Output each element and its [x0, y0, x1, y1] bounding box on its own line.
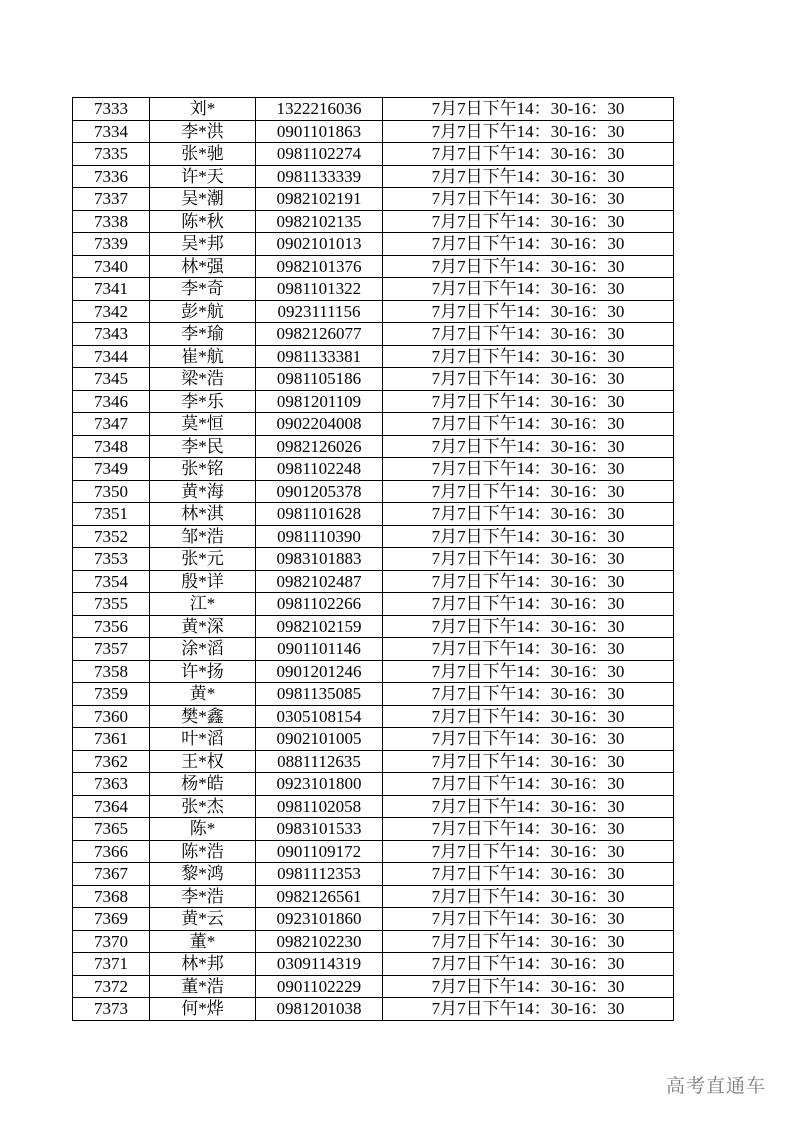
name-cell: 董*浩 — [150, 975, 256, 998]
id-cell: 0901101146 — [256, 638, 383, 661]
time-cell: 7月7日下午14：30-16：30 — [383, 188, 674, 211]
name-cell: 刘* — [150, 98, 256, 121]
time-cell: 7月7日下午14：30-16：30 — [383, 210, 674, 233]
id-cell: 0881112635 — [256, 750, 383, 773]
time-cell: 7月7日下午14：30-16：30 — [383, 975, 674, 998]
table-row — [73, 975, 674, 998]
time-cell: 7月7日下午14：30-16：30 — [383, 345, 674, 368]
name-cell: 张*驰 — [150, 143, 256, 166]
name-cell: 邹*浩 — [150, 525, 256, 548]
time-cell: 7月7日下午14：30-16：30 — [383, 885, 674, 908]
time-cell: 7月7日下午14：30-16：30 — [383, 143, 674, 166]
table-row — [73, 795, 674, 818]
table-row — [73, 683, 674, 706]
table-row — [73, 705, 674, 728]
seq-cell: 7353 — [73, 548, 150, 571]
seq-cell: 7338 — [73, 210, 150, 233]
id-cell: 0981102058 — [256, 795, 383, 818]
id-cell: 0981201109 — [256, 390, 383, 413]
table-row — [73, 638, 674, 661]
table-row — [73, 390, 674, 413]
name-cell: 陈* — [150, 818, 256, 841]
time-cell: 7月7日下午14：30-16：30 — [383, 480, 674, 503]
name-cell: 张*铭 — [150, 458, 256, 481]
time-cell: 7月7日下午14：30-16：30 — [383, 998, 674, 1021]
name-cell: 黄*海 — [150, 480, 256, 503]
table-row — [73, 615, 674, 638]
seq-cell: 7371 — [73, 953, 150, 976]
table-row — [73, 908, 674, 931]
time-cell: 7月7日下午14：30-16：30 — [383, 840, 674, 863]
time-cell: 7月7日下午14：30-16：30 — [383, 548, 674, 571]
seq-cell: 7362 — [73, 750, 150, 773]
table-row — [73, 458, 674, 481]
id-cell: 0981201038 — [256, 998, 383, 1021]
table-row — [73, 210, 674, 233]
name-cell: 李*民 — [150, 435, 256, 458]
seq-cell: 7365 — [73, 818, 150, 841]
id-cell: 1322216036 — [256, 98, 383, 121]
table-row — [73, 570, 674, 593]
seq-cell: 7361 — [73, 728, 150, 751]
id-cell: 0901109172 — [256, 840, 383, 863]
name-cell: 莫*恒 — [150, 413, 256, 436]
table-row — [73, 840, 674, 863]
name-cell: 叶*滔 — [150, 728, 256, 751]
seq-cell: 7369 — [73, 908, 150, 931]
id-cell: 0902101013 — [256, 233, 383, 256]
name-cell: 董* — [150, 930, 256, 953]
table-row — [73, 660, 674, 683]
seq-cell: 7335 — [73, 143, 150, 166]
seq-cell: 7345 — [73, 368, 150, 391]
name-cell: 梁*浩 — [150, 368, 256, 391]
time-cell: 7月7日下午14：30-16：30 — [383, 458, 674, 481]
id-cell: 0981110390 — [256, 525, 383, 548]
seq-cell: 7359 — [73, 683, 150, 706]
time-cell: 7月7日下午14：30-16：30 — [383, 300, 674, 323]
table-row — [73, 255, 674, 278]
table-row — [73, 728, 674, 751]
seq-cell: 7339 — [73, 233, 150, 256]
time-cell: 7月7日下午14：30-16：30 — [383, 323, 674, 346]
name-cell: 杨*皓 — [150, 773, 256, 796]
table-row — [73, 885, 674, 908]
id-cell: 0902101005 — [256, 728, 383, 751]
time-cell: 7月7日下午14：30-16：30 — [383, 368, 674, 391]
table-row — [73, 120, 674, 143]
seq-cell: 7350 — [73, 480, 150, 503]
table-row — [73, 525, 674, 548]
seq-cell: 7370 — [73, 930, 150, 953]
time-cell: 7月7日下午14：30-16：30 — [383, 98, 674, 121]
time-cell: 7月7日下午14：30-16：30 — [383, 660, 674, 683]
table-row — [73, 593, 674, 616]
table-row — [73, 278, 674, 301]
table-row — [73, 323, 674, 346]
time-cell: 7月7日下午14：30-16：30 — [383, 278, 674, 301]
name-cell: 王*权 — [150, 750, 256, 773]
time-cell: 7月7日下午14：30-16：30 — [383, 795, 674, 818]
table-row — [73, 863, 674, 886]
name-cell: 张*元 — [150, 548, 256, 571]
table-row — [73, 98, 674, 121]
id-cell: 0981135085 — [256, 683, 383, 706]
time-cell: 7月7日下午14：30-16：30 — [383, 615, 674, 638]
time-cell: 7月7日下午14：30-16：30 — [383, 750, 674, 773]
id-cell: 0901205378 — [256, 480, 383, 503]
table-row — [73, 165, 674, 188]
seq-cell: 7342 — [73, 300, 150, 323]
time-cell: 7月7日下午14：30-16：30 — [383, 120, 674, 143]
id-cell: 0982102135 — [256, 210, 383, 233]
time-cell: 7月7日下午14：30-16：30 — [383, 525, 674, 548]
table-row — [73, 368, 674, 391]
time-cell: 7月7日下午14：30-16：30 — [383, 818, 674, 841]
id-cell: 0981102266 — [256, 593, 383, 616]
seq-cell: 7366 — [73, 840, 150, 863]
seq-cell: 7364 — [73, 795, 150, 818]
table-row — [73, 998, 674, 1021]
time-cell: 7月7日下午14：30-16：30 — [383, 683, 674, 706]
seq-cell: 7372 — [73, 975, 150, 998]
seq-cell: 7367 — [73, 863, 150, 886]
name-cell: 林*邦 — [150, 953, 256, 976]
name-cell: 崔*航 — [150, 345, 256, 368]
table-row — [73, 953, 674, 976]
seq-cell: 7357 — [73, 638, 150, 661]
seq-cell: 7337 — [73, 188, 150, 211]
id-cell: 0983101533 — [256, 818, 383, 841]
seq-cell: 7333 — [73, 98, 150, 121]
seq-cell: 7340 — [73, 255, 150, 278]
name-cell: 陈*浩 — [150, 840, 256, 863]
name-cell: 许*扬 — [150, 660, 256, 683]
table-row — [73, 503, 674, 526]
id-cell: 0923111156 — [256, 300, 383, 323]
table-row — [73, 435, 674, 458]
id-cell: 0901101863 — [256, 120, 383, 143]
name-cell: 何*烨 — [150, 998, 256, 1021]
id-cell: 0305108154 — [256, 705, 383, 728]
id-cell: 0902204008 — [256, 413, 383, 436]
name-cell: 黄* — [150, 683, 256, 706]
time-cell: 7月7日下午14：30-16：30 — [383, 638, 674, 661]
seq-cell: 7368 — [73, 885, 150, 908]
id-cell: 0982101376 — [256, 255, 383, 278]
watermark-text: 高考直通车 — [665, 1075, 766, 1097]
id-cell: 0981102248 — [256, 458, 383, 481]
time-cell: 7月7日下午14：30-16：30 — [383, 570, 674, 593]
name-cell: 李*乐 — [150, 390, 256, 413]
id-cell: 0981101322 — [256, 278, 383, 301]
table-row — [73, 480, 674, 503]
seq-cell: 7354 — [73, 570, 150, 593]
id-cell: 0981101628 — [256, 503, 383, 526]
time-cell: 7月7日下午14：30-16：30 — [383, 863, 674, 886]
time-cell: 7月7日下午14：30-16：30 — [383, 728, 674, 751]
time-cell: 7月7日下午14：30-16：30 — [383, 930, 674, 953]
name-cell: 许*天 — [150, 165, 256, 188]
id-cell: 0309114319 — [256, 953, 383, 976]
id-cell: 0981133339 — [256, 165, 383, 188]
name-cell: 黄*深 — [150, 615, 256, 638]
seq-cell: 7349 — [73, 458, 150, 481]
name-cell: 李*奇 — [150, 278, 256, 301]
id-cell: 0923101860 — [256, 908, 383, 931]
time-cell: 7月7日下午14：30-16：30 — [383, 593, 674, 616]
name-cell: 陈*秋 — [150, 210, 256, 233]
seq-cell: 7373 — [73, 998, 150, 1021]
time-cell: 7月7日下午14：30-16：30 — [383, 908, 674, 931]
name-cell: 樊*鑫 — [150, 705, 256, 728]
id-cell: 0981133381 — [256, 345, 383, 368]
id-cell: 0982102487 — [256, 570, 383, 593]
id-cell: 0982102159 — [256, 615, 383, 638]
time-cell: 7月7日下午14：30-16：30 — [383, 773, 674, 796]
name-cell: 林*淇 — [150, 503, 256, 526]
id-cell: 0981105186 — [256, 368, 383, 391]
name-cell: 李*洪 — [150, 120, 256, 143]
time-cell: 7月7日下午14：30-16：30 — [383, 390, 674, 413]
id-cell: 0981112353 — [256, 863, 383, 886]
name-cell: 李*浩 — [150, 885, 256, 908]
id-cell: 0923101800 — [256, 773, 383, 796]
id-cell: 0982126026 — [256, 435, 383, 458]
seq-cell: 7363 — [73, 773, 150, 796]
id-cell: 0901102229 — [256, 975, 383, 998]
time-cell: 7月7日下午14：30-16：30 — [383, 705, 674, 728]
seq-cell: 7346 — [73, 390, 150, 413]
table-row — [73, 188, 674, 211]
seq-cell: 7356 — [73, 615, 150, 638]
seq-cell: 7347 — [73, 413, 150, 436]
table-row — [73, 930, 674, 953]
id-cell: 0982126561 — [256, 885, 383, 908]
seq-cell: 7344 — [73, 345, 150, 368]
table-row — [73, 413, 674, 436]
name-cell: 张*杰 — [150, 795, 256, 818]
time-cell: 7月7日下午14：30-16：30 — [383, 503, 674, 526]
name-cell: 彭*航 — [150, 300, 256, 323]
seq-cell: 7334 — [73, 120, 150, 143]
name-cell: 江* — [150, 593, 256, 616]
time-cell: 7月7日下午14：30-16：30 — [383, 435, 674, 458]
table-row — [73, 773, 674, 796]
name-cell: 黎*鸿 — [150, 863, 256, 886]
id-cell: 0982102191 — [256, 188, 383, 211]
seq-cell: 7352 — [73, 525, 150, 548]
name-cell: 吴*潮 — [150, 188, 256, 211]
table-row — [73, 750, 674, 773]
seq-cell: 7341 — [73, 278, 150, 301]
id-cell: 0982126077 — [256, 323, 383, 346]
seq-cell: 7348 — [73, 435, 150, 458]
time-cell: 7月7日下午14：30-16：30 — [383, 233, 674, 256]
table-row — [73, 818, 674, 841]
time-cell: 7月7日下午14：30-16：30 — [383, 255, 674, 278]
name-cell: 殷*详 — [150, 570, 256, 593]
time-cell: 7月7日下午14：30-16：30 — [383, 165, 674, 188]
time-cell: 7月7日下午14：30-16：30 — [383, 413, 674, 436]
table-row — [73, 345, 674, 368]
seq-cell: 7355 — [73, 593, 150, 616]
roster-table-body — [73, 98, 674, 1021]
seq-cell: 7360 — [73, 705, 150, 728]
table-row — [73, 143, 674, 166]
id-cell: 0981102274 — [256, 143, 383, 166]
seq-cell: 7343 — [73, 323, 150, 346]
id-cell: 0982102230 — [256, 930, 383, 953]
time-cell: 7月7日下午14：30-16：30 — [383, 953, 674, 976]
seq-cell: 7358 — [73, 660, 150, 683]
id-cell: 0901201246 — [256, 660, 383, 683]
name-cell: 林*强 — [150, 255, 256, 278]
name-cell: 涂*滔 — [150, 638, 256, 661]
name-cell: 李*瑜 — [150, 323, 256, 346]
table-row — [73, 233, 674, 256]
roster-table — [72, 97, 674, 1021]
name-cell: 黄*云 — [150, 908, 256, 931]
seq-cell: 7351 — [73, 503, 150, 526]
table-row — [73, 300, 674, 323]
id-cell: 0983101883 — [256, 548, 383, 571]
table-row — [73, 548, 674, 571]
seq-cell: 7336 — [73, 165, 150, 188]
name-cell: 吴*邦 — [150, 233, 256, 256]
